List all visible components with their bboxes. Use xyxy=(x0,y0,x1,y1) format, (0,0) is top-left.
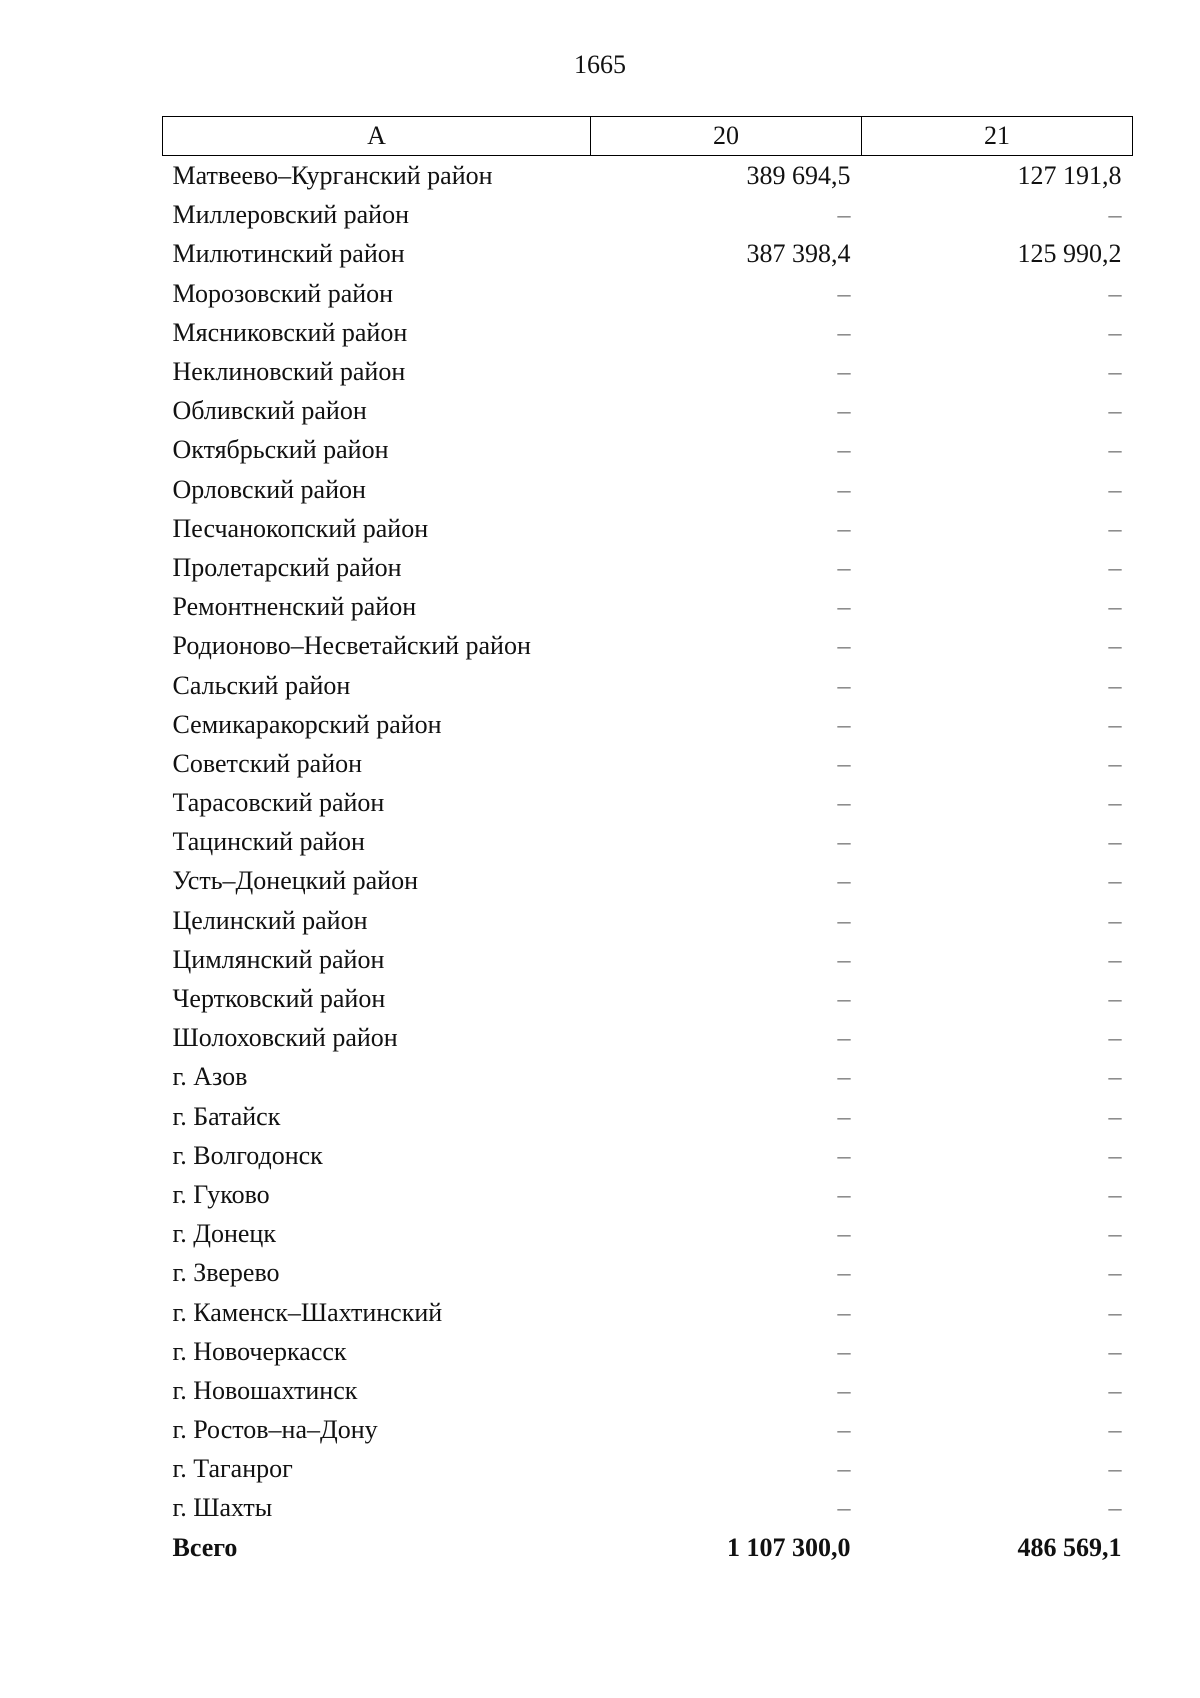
table-row xyxy=(163,587,1133,626)
row-value-21-cell: – xyxy=(1108,1023,1122,1053)
row-name-cell: г. Волгодонск xyxy=(172,1140,323,1170)
header-column-20: 20 xyxy=(591,117,862,156)
row-value-20-cell: 387 398,4 xyxy=(746,239,851,269)
row-value-21-cell: – xyxy=(1108,670,1122,700)
row-name-cell: Целинский район xyxy=(172,905,368,935)
row-value-21-cell: – xyxy=(1108,944,1122,974)
row-value-20-cell: – xyxy=(837,1258,851,1288)
row-value-20-cell: – xyxy=(837,513,851,543)
row-value-20-cell: – xyxy=(837,866,851,896)
row-name-cell: Цимлянский район xyxy=(172,944,385,974)
table-row xyxy=(163,352,1133,391)
row-value-20-cell: – xyxy=(837,1219,851,1249)
row-value-21-cell: – xyxy=(1108,200,1122,230)
row-name-cell: г. Зверево xyxy=(172,1258,280,1288)
row-value-20-cell: – xyxy=(837,435,851,465)
row-value-21-cell: – xyxy=(1108,1258,1122,1288)
row-value-20-cell: – xyxy=(837,357,851,387)
row-value-20-cell: – xyxy=(837,592,851,622)
row-name-cell: Семикаракорский район xyxy=(172,709,442,739)
row-value-20-cell: 389 694,5 xyxy=(746,161,851,191)
row-value-21-cell: – xyxy=(1108,474,1122,504)
row-value-21-cell: – xyxy=(1108,552,1122,582)
row-value-20-cell: – xyxy=(837,1140,851,1170)
row-value-21-cell: – xyxy=(1108,1062,1122,1092)
row-name-cell: Тацинский район xyxy=(172,827,365,857)
table-row xyxy=(163,705,1133,744)
row-name-cell: Матвеево–Курганский район xyxy=(172,161,493,191)
row-value-21-cell: – xyxy=(1108,396,1122,426)
table-row xyxy=(163,979,1133,1018)
row-value-20-cell: – xyxy=(837,317,851,347)
table-row xyxy=(163,940,1133,979)
row-value-21-cell: 125 990,2 xyxy=(1017,239,1122,269)
row-value-20-cell: – xyxy=(837,984,851,1014)
table-row xyxy=(163,1410,1133,1449)
row-value-21-cell: – xyxy=(1108,1493,1122,1523)
total-value-21-cell: 486 569,1 xyxy=(1017,1532,1122,1562)
row-value-20-cell: – xyxy=(837,1454,851,1484)
row-value-21-cell: – xyxy=(1108,592,1122,622)
total-row xyxy=(163,1528,1133,1567)
row-value-20-cell: – xyxy=(837,1179,851,1209)
row-value-20-cell: – xyxy=(837,1375,851,1405)
table-row xyxy=(163,1371,1133,1410)
row-name-cell: Советский район xyxy=(172,748,363,778)
row-value-20-cell: – xyxy=(837,474,851,504)
table-row xyxy=(163,626,1133,665)
row-value-20-cell: – xyxy=(837,1336,851,1366)
row-name-cell: Неклиновский район xyxy=(172,357,406,387)
row-value-20-cell: – xyxy=(837,670,851,700)
table-body xyxy=(163,156,1133,1567)
row-value-21-cell: – xyxy=(1108,317,1122,347)
row-name-cell: Обливский район xyxy=(172,396,367,426)
row-name-cell: Орловский район xyxy=(172,474,366,504)
table-row xyxy=(163,1332,1133,1371)
table-row xyxy=(163,234,1133,273)
table-row xyxy=(163,1214,1133,1253)
row-value-20-cell: – xyxy=(837,1023,851,1053)
table-row xyxy=(163,665,1133,704)
table-row xyxy=(163,744,1133,783)
row-name-cell: Пролетарский район xyxy=(172,552,402,582)
row-name-cell: Ремонтненский район xyxy=(172,592,417,622)
row-value-20-cell: – xyxy=(837,788,851,818)
row-value-20-cell: – xyxy=(837,552,851,582)
row-name-cell: Родионово–Несветайский район xyxy=(172,631,531,661)
row-value-20-cell: – xyxy=(837,905,851,935)
row-value-20-cell: – xyxy=(837,1415,851,1445)
row-value-21-cell: – xyxy=(1108,1179,1122,1209)
row-value-21-cell: – xyxy=(1108,905,1122,935)
table-row xyxy=(163,1253,1133,1292)
total-value-20-cell: 1 107 300,0 xyxy=(727,1532,851,1562)
row-value-21-cell: – xyxy=(1108,866,1122,896)
table-row xyxy=(163,783,1133,822)
header-column-a: А xyxy=(163,117,591,156)
table-row xyxy=(163,195,1133,234)
row-value-20-cell: – xyxy=(837,827,851,857)
table-row xyxy=(163,822,1133,861)
row-value-20-cell: – xyxy=(837,278,851,308)
row-value-21-cell: – xyxy=(1108,709,1122,739)
row-value-21-cell: – xyxy=(1108,1140,1122,1170)
table-row xyxy=(163,1292,1133,1331)
row-value-21-cell: – xyxy=(1108,984,1122,1014)
row-name-cell: Усть–Донецкий район xyxy=(172,866,418,896)
row-name-cell: г. Новошахтинск xyxy=(172,1375,358,1405)
row-value-21-cell: – xyxy=(1108,748,1122,778)
row-value-20-cell: – xyxy=(837,200,851,230)
row-name-cell: г. Ростов–на–Дону xyxy=(172,1415,378,1445)
row-name-cell: Шолоховский район xyxy=(172,1023,398,1053)
row-name-cell: Песчанокопский район xyxy=(172,513,429,543)
row-value-21-cell: – xyxy=(1108,1336,1122,1366)
table-row xyxy=(163,901,1133,940)
row-name-cell: Милютинский район xyxy=(172,239,405,269)
table-row xyxy=(163,1097,1133,1136)
table-row xyxy=(163,1018,1133,1057)
total-label-cell: Всего xyxy=(172,1532,238,1562)
row-value-21-cell: – xyxy=(1108,1219,1122,1249)
table-row xyxy=(163,548,1133,587)
row-value-20-cell: – xyxy=(837,1101,851,1131)
row-name-cell: г. Шахты xyxy=(172,1493,273,1523)
header-column-21: 21 xyxy=(862,117,1133,156)
table-row xyxy=(163,156,1133,196)
row-value-21-cell: – xyxy=(1108,1101,1122,1131)
table-row xyxy=(163,391,1133,430)
table-header xyxy=(163,117,1133,156)
header-row xyxy=(163,117,1133,156)
row-value-20-cell: – xyxy=(837,396,851,426)
row-name-cell: Мясниковский район xyxy=(172,317,408,347)
table-row xyxy=(163,861,1133,900)
table-row xyxy=(163,1057,1133,1096)
row-value-20-cell: – xyxy=(837,1062,851,1092)
row-value-21-cell: – xyxy=(1108,1297,1122,1327)
row-name-cell: г. Донецк xyxy=(172,1219,276,1249)
row-value-20-cell: – xyxy=(837,631,851,661)
row-value-21-cell: – xyxy=(1108,827,1122,857)
row-value-21-cell: 127 191,8 xyxy=(1017,161,1122,191)
table-row xyxy=(163,274,1133,313)
row-name-cell: Сальский район xyxy=(172,670,351,700)
row-value-20-cell: – xyxy=(837,1493,851,1523)
row-value-20-cell: – xyxy=(837,748,851,778)
row-name-cell: Октябрьский район xyxy=(172,435,389,465)
row-value-20-cell: – xyxy=(837,1297,851,1327)
row-value-21-cell: – xyxy=(1108,435,1122,465)
row-name-cell: г. Новочеркасск xyxy=(172,1336,347,1366)
row-name-cell: г. Гуково xyxy=(172,1179,270,1209)
row-value-21-cell: – xyxy=(1108,1375,1122,1405)
row-value-21-cell: – xyxy=(1108,357,1122,387)
row-value-21-cell: – xyxy=(1108,1415,1122,1445)
table-row xyxy=(163,1488,1133,1527)
row-value-20-cell: – xyxy=(837,709,851,739)
row-value-21-cell: – xyxy=(1108,788,1122,818)
page-number: 1665 xyxy=(574,50,626,79)
row-name-cell: Тарасовский район xyxy=(172,788,385,818)
table-row xyxy=(163,509,1133,548)
row-name-cell: Миллеровский район xyxy=(172,200,410,230)
table-row xyxy=(163,313,1133,352)
row-value-21-cell: – xyxy=(1108,513,1122,543)
row-name-cell: г. Таганрог xyxy=(172,1454,293,1484)
row-value-20-cell: – xyxy=(837,944,851,974)
table-row xyxy=(163,1136,1133,1175)
row-value-21-cell: – xyxy=(1108,278,1122,308)
table-row xyxy=(163,1175,1133,1214)
row-value-21-cell: – xyxy=(1108,631,1122,661)
row-name-cell: Чертковский район xyxy=(172,984,386,1014)
row-value-21-cell: – xyxy=(1108,1454,1122,1484)
data-table xyxy=(162,116,1133,1567)
row-name-cell: г. Азов xyxy=(172,1062,248,1092)
table-row xyxy=(163,430,1133,469)
table-row xyxy=(163,470,1133,509)
row-name-cell: г. Батайск xyxy=(172,1101,281,1131)
table-row xyxy=(163,1449,1133,1488)
row-name-cell: Морозовский район xyxy=(172,278,394,308)
row-name-cell: г. Каменск–Шахтинский xyxy=(172,1297,443,1327)
